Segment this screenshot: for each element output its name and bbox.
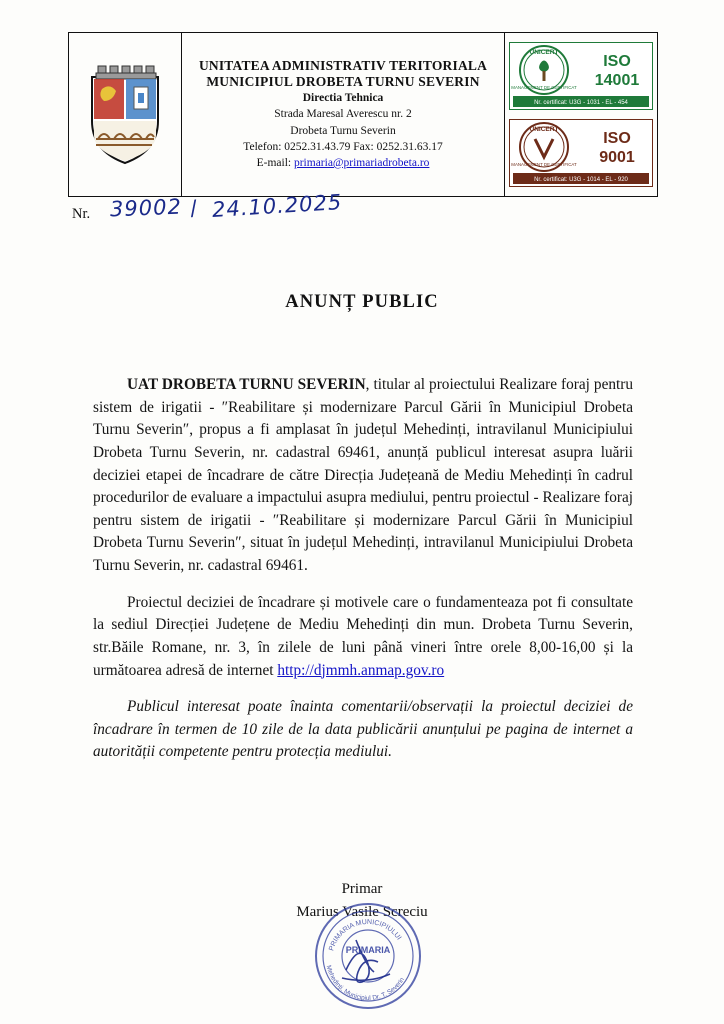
svg-text:Nr. certificat: U3G - 1031 - E: Nr. certificat: U3G - 1031 - EL - 454 [534,99,628,106]
registration-separator: / [188,195,199,221]
letterhead-text-cell [182,33,505,196]
registration-line [72,190,472,236]
email-line [257,155,430,171]
org-name-line1: UNITATEA ADMINISTRATIV TERITORIALA [198,58,488,74]
signer-name: Marius Vasile Screciu [296,903,428,920]
letterhead-table [68,32,658,197]
registration-label: Nr. [72,206,91,222]
crest-cell [69,33,182,196]
signer-role: Primar [341,881,383,897]
svg-text:PRIMARIA MUNICIPIULUI: PRIMARIA MUNICIPIULUI [328,918,403,952]
email-link[interactable]: primaria@primariadrobeta.ro [293,156,430,169]
svg-text:Nr. certificat: U3G - 1014 - E: Nr. certificat: U3G - 1014 - EL - 920 [534,177,628,184]
svg-text:14001: 14001 [594,71,640,89]
paragraph-2-text: Proiectul deciziei de încadrare și motivele care o fundamenteaza pot fi consultate la sediul Direcției Județene de Mediu Mehedinți din mun. Drobeta Turnu Severin, str.Băile Romane, nr. 3, în zilele de luni până vineri între orele 8,00-16,00 și la următoarea adresă de internet [93,593,633,679]
iso-9001-badge [509,119,653,187]
page-title: ANUNȚ PUBLIC [285,292,439,312]
decision-website-link[interactable]: http://djmmh.anmap.gov.ro [277,661,445,679]
svg-text:PRIMARIA: PRIMARIA [345,945,391,955]
paragraph-3: Publicul interesat poate înainta comentarii/observații la proiectul deciziei de încadrare în termen de 10 zile de la data publicării anunțului pe pagina de internet a autorității competente pentru protecția mediului. [93,698,633,761]
svg-text:9001: 9001 [599,149,635,167]
project-holder-name: UAT DROBETA TURNU SEVERIN [127,376,366,393]
paragraph-1-text: , titular al proiectului Realizare foraj pentru sistem de irigatii - ″Reabilitare și modernizare Parcul Gării în Municipiul Drobeta Turnu Severin″, propus a fi amplasat în județul Mehedinți, intravilanul Municipiului Drobeta Turnu Severin, nr. cadastral 69461, anunță publicul interesat asupra luării deciziei etapei de încadrare de către Direcția Județeană de Mediu Mehedinți în cadrul procedurilor de evaluare a impactului asupra mediului, pentru proiectul - Realizare foraj pentru sistem de irigatii - ″Reabilitare și modernizare Parcul Gării în Municipiul Drobeta Turnu Severin″, situat în județul Mehedinți, intravilanul Municipiului Drobeta Turnu Severin, nr. cadastral 69461. [93,376,633,574]
paragraph-1 [93,374,633,578]
paragraph-2 [93,592,633,683]
svg-text:MANAGEMENT DE CERTIFICAT: MANAGEMENT DE CERTIFICAT [511,162,577,168]
svg-text:MANAGEMENT DE CERTIFICAT: MANAGEMENT DE CERTIFICAT [511,84,577,90]
svg-text:ISO: ISO [603,130,631,148]
official-stamp [312,900,424,1012]
svg-text:UNICERT: UNICERT [529,48,559,56]
address-line: Strada Maresal Averescu nr. 2 [274,108,412,121]
document-body [93,374,633,778]
department-label: Directia Tehnica [302,91,384,104]
coat-of-arms-icon [86,63,164,167]
phone-line: Telefon: 0252.31.43.79 Fax: 0252.31.63.17 [243,140,443,153]
registration-number: 39002 [109,194,183,222]
iso-badges-cell [505,33,657,196]
svg-text:Mehedinți. Municipiul Dr. T. S: Mehedinți. Municipiul Dr. T. Severin [324,964,406,1003]
iso-14001-badge [509,42,653,110]
registration-date: 24.10.2025 [211,190,343,222]
org-name-line2: MUNICIPIUL DROBETA TURNU SEVERIN [206,74,480,90]
email-label: E-mail: [256,156,294,169]
svg-text:ISO: ISO [603,52,631,70]
city-line: Drobeta Turnu Severin [290,124,396,137]
svg-text:UNICERT: UNICERT [529,126,559,134]
